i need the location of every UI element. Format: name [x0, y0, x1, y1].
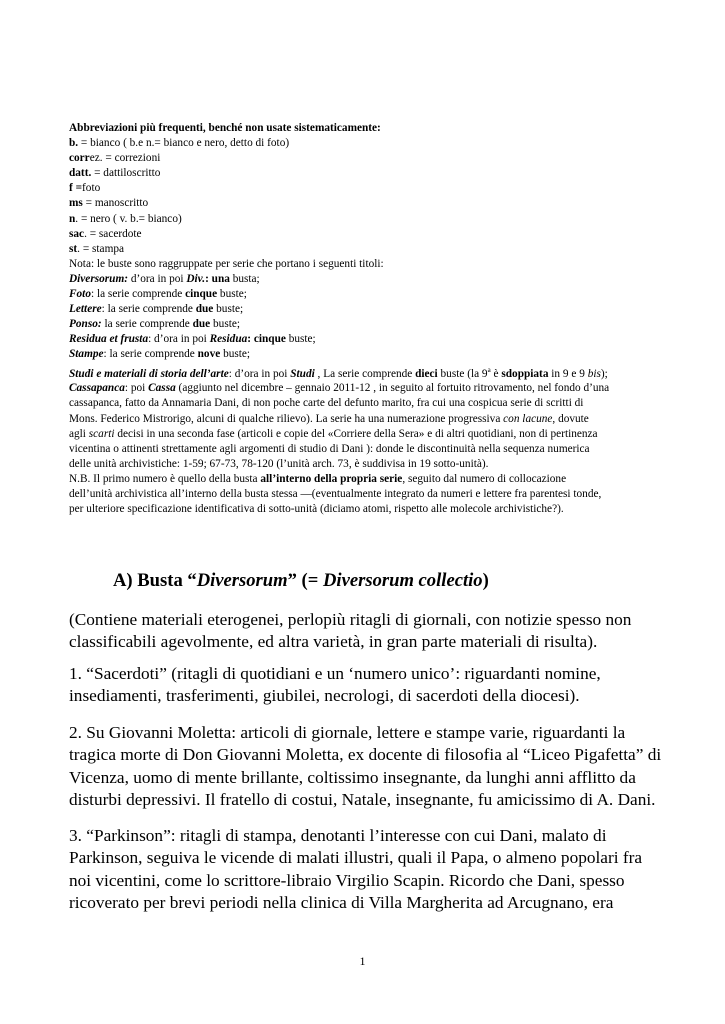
- abbreviations-title: Abbreviazioni più frequenti, benché non usate sistematicamente:: [69, 122, 381, 134]
- cassapanca-line: delle unità archivistiche: 1-59; 67-73, 78-120 (l’unità arch. 73, è suddivisa in 19 sotto-unità).: [69, 457, 489, 470]
- abbreviation-item: sac. = sacerdote: [69, 227, 142, 240]
- body-line: (Contiene materiali eterogenei, perlopiù ritagli di giornali, con notizie spesso non: [69, 610, 632, 629]
- body-line: disturbi depressivi. Il fratello di costui, Natale, insegnante, fu amicissimo di A. Dani.: [69, 790, 656, 810]
- abbreviation-item: n. = nero ( v. b.= bianco): [69, 212, 182, 225]
- page-number: 1: [359, 954, 366, 968]
- item-2-paragraph: [69, 722, 669, 812]
- abbreviation-item: correz. = correzioni: [69, 152, 161, 165]
- abbreviation-item: ms = manoscritto: [69, 197, 149, 210]
- note-intro: Nota: le buste sono raggruppate per serie che portano i seguenti titoli:: [69, 257, 384, 270]
- body-line: ricoverato per brevi periodi nella clinica di Villa Margherita ad Arcugnano, era: [69, 893, 614, 913]
- body-line: classificabili agevolmente, ed altra varietà, in gran parte materiali di risulta).: [69, 632, 598, 652]
- nb-note: N.B. Il primo numero è quello della busta all’interno della propria serie, seguito dal numero di collocazione: [69, 472, 567, 485]
- abbreviations-section: [69, 121, 669, 517]
- abbreviation-item: st. = stampa: [69, 242, 125, 255]
- item-3-paragraph: [69, 825, 669, 915]
- body-line: 2. Su Giovanni Moletta: articoli di giornale, lettere e stampe varie, riguardanti la: [69, 723, 626, 742]
- series-stampe: Stampe: la serie comprende nove buste;: [69, 348, 251, 361]
- series-cassapanca: Cassapanca: poi Cassa (aggiunto nel dicembre – gennaio 2011-12 , in seguito al fortuito ritrovamento, nel fondo d’una: [69, 382, 610, 395]
- nb-line: per ulteriore specificazione identificativa di sotto-unità (diciamo atomi, rispetto alle molecole archivistiche?).: [69, 503, 564, 516]
- body-line: insediamenti, trasferimenti, giubilei, necrologi, di sacerdoti della diocesi).: [69, 686, 580, 706]
- series-lettere: Lettere: la serie comprende due buste;: [69, 303, 244, 316]
- body-line: tragica morte di Don Giovanni Moletta, ex docente di filosofia al “Liceo Pigafetta” di: [69, 745, 662, 765]
- series-ponso: Ponso: la serie comprende due buste;: [69, 318, 241, 331]
- abbreviation-item: f =foto: [69, 182, 101, 195]
- cassapanca-line: vicentina o attinenti strettamente agli argomenti di studio di Dani ): donde le discontinuità nella sequenza numerica: [69, 442, 590, 455]
- body-line: Parkinson, seguiva le vicende di malati illustri, quali il Papa, o almeno popolari fra: [69, 848, 643, 868]
- body-line: Vicenza, uomo di mente brillante, coltissimo insegnante, da lunghi anni afflitto da: [69, 767, 636, 787]
- intro-paragraph: [69, 609, 669, 654]
- abbreviation-item: datt. = dattiloscritto: [69, 167, 161, 180]
- body-line: noi vicentini, come lo scrittore-libraio Virgilio Scapin. Ricordo che Dani, spesso: [69, 870, 625, 890]
- section-heading: A) Busta “Diversorum” (= Diversorum collectio): [113, 570, 489, 591]
- cassapanca-line: agli scarti decisi in una seconda fase (articoli e copie del «Corriere della Sera» e di altri quotidiani, non di pertinenza: [69, 427, 598, 440]
- series-foto: Foto: la serie comprende cinque buste;: [69, 288, 247, 301]
- body-line: 3. “Parkinson”: ritagli di stampa, denotanti l’interesse con cui Dani, malato di: [69, 826, 607, 845]
- body-line: 1. “Sacerdoti” (ritagli di quotidiani e un ‘numero unico’: riguardanti nomine,: [69, 664, 601, 683]
- cassapanca-line: Mons. Federico Mistrorigo, alcuni di qualche rilievo). La serie ha una numerazione progressiva con lacune, dovute: [69, 412, 589, 425]
- series-residua: Residua et frusta: d’ora in poi Residua: cinque buste;: [69, 333, 316, 346]
- nb-line: dell’unità archivistica all’interno della busta stessa —(eventualmente integrato da numeri e lettere fra parentesi tonde,: [69, 488, 602, 501]
- abbreviation-item: b. = bianco ( b.e n.= bianco e nero, detto di foto): [69, 137, 290, 150]
- cassapanca-line: cassapanca, fatto da Annamaria Dani, di non poche carte del defunto marito, fra cui una cospicua serie di scritti di: [69, 397, 584, 410]
- item-1-paragraph: [69, 663, 669, 708]
- series-studi: Studi e materiali di storia dell’arte: d’ora in poi Studi , La serie comprende dieci buste (la 9$^a$ è sdoppiata in 9 e 9 bis);: [69, 365, 608, 380]
- series-diversorum: Diversorum: d’ora in poi Div.: una busta;: [69, 272, 260, 285]
